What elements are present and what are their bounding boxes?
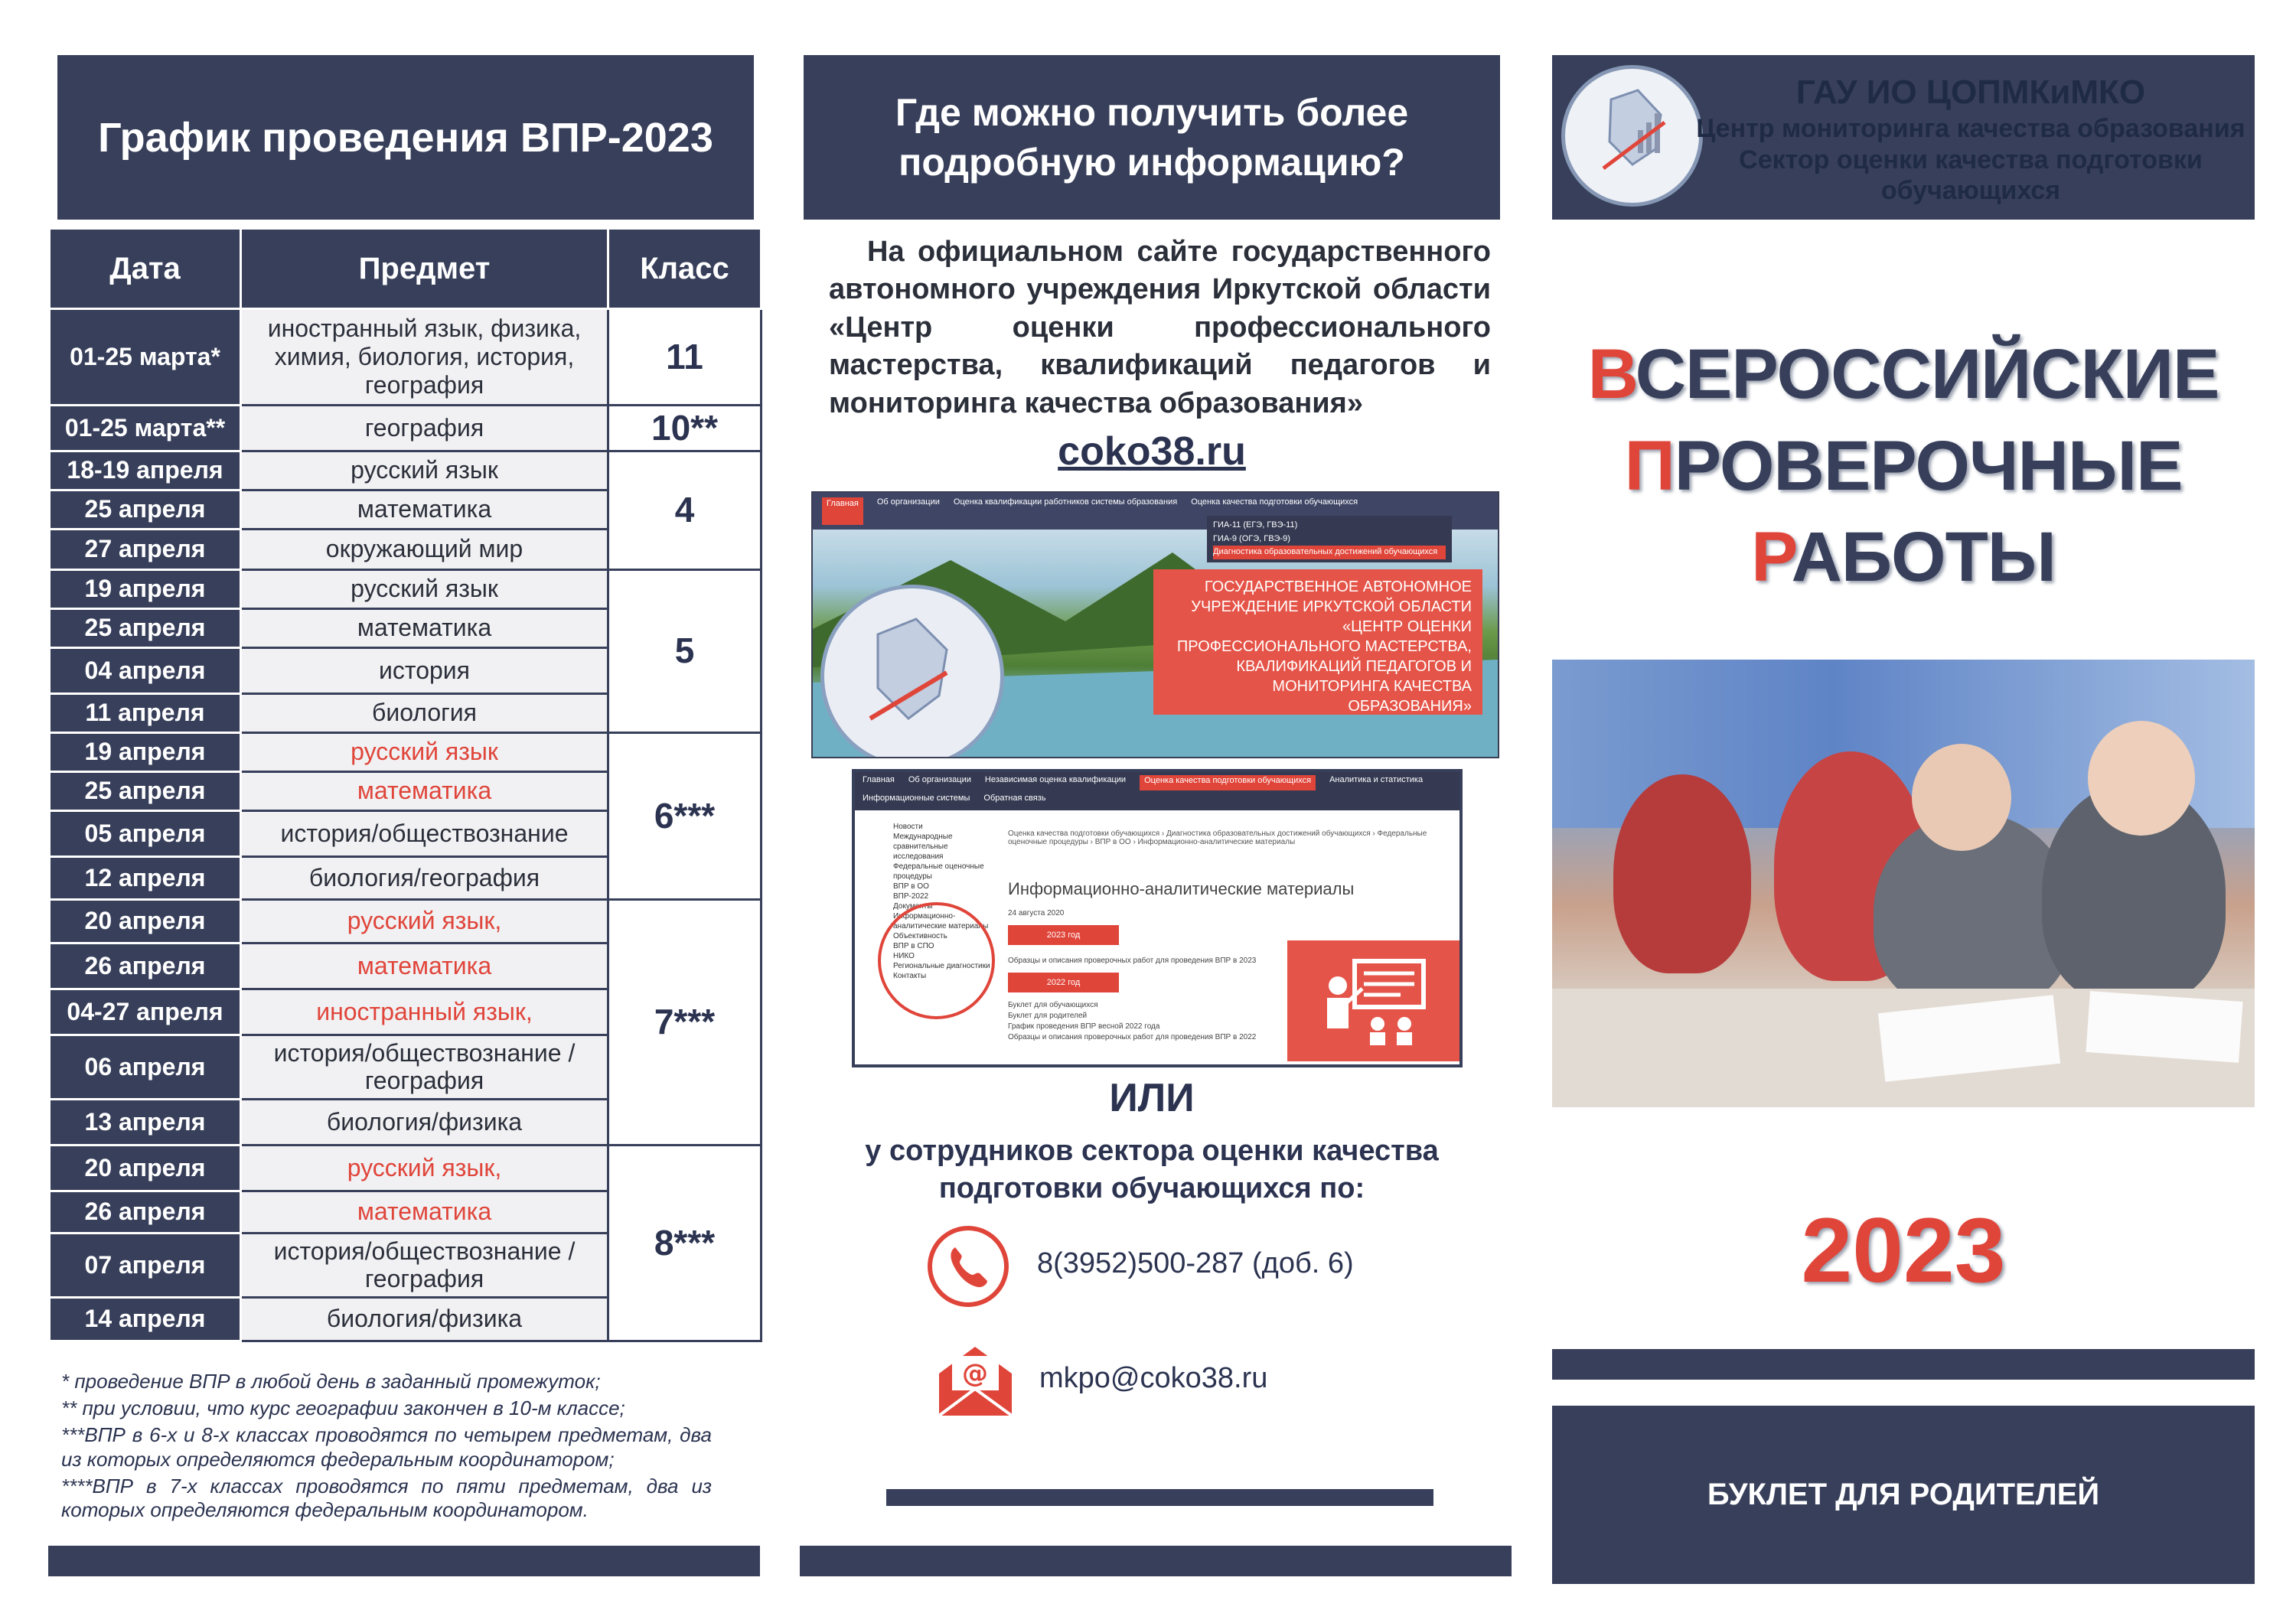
row-date: 04 апреля — [50, 647, 241, 693]
sidebar-item: Международные сравнительные исследования — [893, 833, 953, 861]
table-row — [50, 1145, 762, 1191]
site-link[interactable]: coko38.ru — [1058, 429, 1246, 474]
booklet-label: БУКЛЕТ ДЛЯ РОДИТЕЛЕЙ — [1707, 1478, 2100, 1511]
footnote: ** при условии, что курс географии закончен в 10-м классе; — [61, 1396, 625, 1420]
row-date: 11 апреля — [50, 693, 241, 732]
decorative-bar — [886, 1489, 1433, 1506]
screenshot-date: 24 августа 2020 — [1008, 909, 1065, 917]
row-subject: иностранный язык, физика, химия, биология, история, география — [241, 309, 608, 406]
sidebar-item: Контакты — [893, 972, 927, 980]
row-grade: 8*** — [608, 1145, 762, 1341]
svg-text:@: @ — [962, 1358, 988, 1389]
schedule-header — [57, 55, 754, 220]
org-line: обучающихся — [1880, 176, 2061, 206]
row-date: 04-27 апреля — [50, 989, 241, 1035]
title-line — [1552, 421, 2255, 513]
screenshot-lines — [1008, 1000, 1314, 1043]
title-cap: Р — [1751, 518, 1792, 597]
row-date: 25 апреля — [50, 490, 241, 529]
table-row — [50, 899, 762, 943]
row-date: 13 апреля — [50, 1099, 241, 1145]
row-date: 26 апреля — [50, 943, 241, 989]
row-date: 01-25 марта* — [50, 309, 241, 406]
title-cap: П — [1624, 426, 1675, 505]
screenshot-banner: ГОСУДАРСТВЕННОЕ АВТОНОМНОЕ УЧРЕЖДЕНИЕ ИРКУТСКОЙ ОБЛАСТИ «ЦЕНТР ОЦЕНКИ ПРОФЕССИОНАЛЬНОГО МАСТЕРСТВА, КВАЛИФИКАЦИЙ ПЕДАГОГОВ И МОНИТОРИНГА КАЧЕСТВА ОБРАЗОВАНИЯ» — [1153, 569, 1482, 715]
row-grade: 11 — [608, 309, 762, 406]
row-date: 07 апреля — [50, 1233, 241, 1297]
title-rest: РОВЕРОЧНЫЕ — [1674, 426, 2183, 505]
row-date: 26 апреля — [50, 1191, 241, 1233]
row-grade: 10** — [608, 406, 762, 451]
footnote: ***ВПР в 6-х и 8-х классах проводятся по четырем предметам, два из которых определяются федеральным координатором; — [61, 1423, 712, 1471]
screenshot-line: Буклет для родителей — [1008, 1012, 1088, 1020]
row-date: 14 апреля — [50, 1297, 241, 1341]
row-date: 18-19 апреля — [50, 451, 241, 490]
website-screenshot-materials — [852, 769, 1463, 1067]
sidebar-item: Федеральные оценочные процедуры — [893, 862, 984, 881]
table-header-row — [50, 229, 762, 309]
or-label: ИЛИ — [1109, 1076, 1195, 1120]
table-row — [50, 451, 762, 490]
contacts-intro: у сотрудников сектора оценки качества подготовки обучающихся по: — [865, 1135, 1439, 1205]
screenshot-line: Образцы и описания проверочных работ для проведения ВПР в 2022 — [1008, 1033, 1257, 1041]
phone-number[interactable]: 8(3952)500-287 (доб. 6) — [1037, 1247, 1354, 1279]
row-subject: русский язык, — [241, 899, 608, 943]
table-row — [50, 569, 762, 608]
row-subject: история/обществознание / география — [241, 1035, 608, 1099]
title-line — [1552, 512, 2255, 604]
org-logo-large — [820, 585, 1004, 758]
screenshot-pill-2022: 2022 год — [1008, 973, 1119, 992]
screenshot-menu — [855, 772, 1459, 810]
table-row — [50, 406, 762, 451]
website-screenshot-home — [811, 491, 1499, 758]
screenshot-line: Образцы и описания проверочных работ для проведения ВПР в 2023 — [1008, 957, 1257, 965]
title-rest: АБОТЫ — [1791, 518, 2056, 597]
row-subject: математика — [241, 490, 608, 529]
screenshot-heading: Информационно-аналитические материалы — [1008, 879, 1355, 898]
row-subject: история/обществознание — [241, 810, 608, 856]
screenshot-menu-item: Об организации — [908, 775, 971, 784]
row-subject: математика — [241, 1191, 608, 1233]
row-subject: биология — [241, 693, 608, 732]
title-cap: В — [1587, 335, 1636, 413]
row-subject: биология/физика — [241, 1099, 608, 1145]
sidebar-item: Новости — [893, 823, 923, 831]
screenshot-menu-item: Обратная связь — [983, 794, 1046, 803]
org-title: ГАУ ИО ЦОПМКиМКО — [1795, 73, 2146, 111]
row-subject: математика — [241, 608, 608, 647]
booklet-box — [1552, 1406, 2255, 1584]
phone-icon — [926, 1224, 1010, 1309]
row-grade: 4 — [608, 451, 762, 569]
schedule-table — [48, 227, 762, 1342]
sidebar-item: ВПР в СПО — [893, 942, 934, 950]
sidebar-item: НИКО — [893, 952, 915, 960]
highlight-circle — [878, 902, 995, 1019]
row-date: 25 апреля — [50, 608, 241, 647]
row-grade: 6*** — [608, 732, 762, 899]
teacher-board-icon — [1287, 940, 1459, 1061]
vpr-title — [1552, 329, 2255, 604]
logo-map-icon — [824, 588, 1000, 758]
dropdown-item: Диагностика образовательных достижений обучающихся — [1213, 546, 1446, 559]
row-date: 19 апреля — [50, 569, 241, 608]
email-address[interactable]: mkpo@coko38.ru — [1039, 1362, 1268, 1394]
screenshot-line: Буклет для обучающихся — [1008, 1001, 1098, 1009]
row-subject: русский язык — [241, 569, 608, 608]
row-date: 20 апреля — [50, 1145, 241, 1191]
row-date: 01-25 марта** — [50, 406, 241, 451]
row-subject: биология/физика — [241, 1297, 608, 1341]
dropdown-item: ГИА-9 (ОГЭ, ГВЭ-9) — [1213, 533, 1290, 543]
screenshot-menu-item: Об организации — [876, 497, 940, 507]
row-subject: география — [241, 406, 608, 451]
decorative-bar — [1552, 1349, 2255, 1380]
row-subject: иностранный язык, — [241, 989, 608, 1035]
row-subject: русский язык — [241, 732, 608, 771]
screenshot-menu-item: Оценка качества подготовки обучающихся — [1140, 775, 1316, 790]
paper-sheet — [2086, 991, 2242, 1063]
sidebar-item: Региональные диагностики — [893, 962, 990, 970]
row-date: 19 апреля — [50, 732, 241, 771]
column-header-grade: Класс — [608, 229, 762, 309]
footnotes — [61, 1370, 712, 1525]
row-date: 06 апреля — [50, 1035, 241, 1099]
decorative-bar — [48, 1546, 760, 1576]
org-lines — [1695, 113, 2246, 207]
table-row — [50, 309, 762, 406]
footnote: ****ВПР в 7-х классах проводятся по пяти предметам, два из которых определяются федеральным координатором. — [61, 1474, 712, 1521]
students-photo — [1552, 660, 2255, 1107]
org-logo — [1561, 65, 1703, 207]
row-date: 05 апреля — [50, 810, 241, 856]
sidebar-item: ВПР в ОО — [893, 882, 929, 891]
screenshot-menu-item: Аналитика и статистика — [1329, 775, 1424, 784]
screenshot-menu-item: Независимая оценка квалификации — [984, 775, 1127, 784]
row-date: 12 апреля — [50, 856, 241, 899]
screenshot-menu-item: Главная — [863, 775, 895, 784]
row-subject: окружающий мир — [241, 529, 608, 569]
info-intro: На официальном сайте государственного автономного учреждения Иркутской области «Центр оценки профессионального мастерства, квалификаций педагогов и мониторинга качества образования» — [829, 236, 1491, 419]
row-date: 25 апреля — [50, 771, 241, 810]
column-header-subject: Предмет — [241, 229, 608, 309]
student-face — [1912, 744, 2011, 851]
screenshot-menu-item: Оценка квалификации работников системы образования — [953, 497, 1178, 507]
info-title: Где можно получить более подробную информацию? — [895, 90, 1409, 184]
sidebar-item: ВПР-2022 — [893, 892, 929, 901]
row-grade: 5 — [608, 569, 762, 732]
row-date: 27 апреля — [50, 529, 241, 569]
info-header — [804, 55, 1500, 220]
mail-icon — [935, 1339, 1016, 1419]
sidebar-item: Объективность — [893, 932, 947, 940]
row-grade: 7*** — [608, 899, 762, 1145]
table-row — [50, 732, 762, 771]
year-label: 2023 — [1801, 1199, 2006, 1302]
schedule-title: График проведения ВПР-2023 — [98, 114, 713, 161]
dropdown-item: ГИА-11 (ЕГЭ, ГВЭ-11) — [1213, 520, 1298, 530]
row-subject: история — [241, 647, 608, 693]
screenshot-pill-2023: 2023 год — [1008, 925, 1119, 945]
org-line: Сектор оценки качества подготовки — [1739, 145, 2203, 174]
org-line: Центр мониторинга качества образования — [1696, 113, 2245, 143]
row-subject: биология/география — [241, 856, 608, 899]
student-figure — [1613, 774, 1751, 973]
title-rest: СЕРОССИЙСКИЕ — [1635, 335, 2219, 413]
row-subject: русский язык, — [241, 1145, 608, 1191]
screenshot-line: График проведения ВПР весной 2022 года — [1008, 1022, 1160, 1031]
sidebar-item: Документы — [893, 902, 933, 911]
screenshot-menu-item: Главная — [822, 497, 863, 525]
row-subject: математика — [241, 943, 608, 989]
org-info — [1695, 73, 2246, 207]
screenshot-menu-item: Оценка качества подготовки обучающихся — [1191, 497, 1358, 507]
row-subject: русский язык — [241, 451, 608, 490]
screenshot-breadcrumb: Оценка качества подготовки обучающихся › Диагностика образовательных достижений обучающихся › Федеральные оценочные процедуры › ВПР в ОО › Информационно-аналитические материалы — [1008, 829, 1427, 846]
student-face — [2088, 721, 2195, 836]
row-subject: математика — [241, 771, 608, 810]
decorative-bar — [800, 1546, 1512, 1576]
column-header-date: Дата — [50, 229, 241, 309]
row-date: 20 апреля — [50, 899, 241, 943]
screenshot-dropdown — [1207, 516, 1452, 562]
title-line — [1552, 329, 2255, 421]
row-subject: история/обществознание / география — [241, 1233, 608, 1297]
sidebar-item: Информационно-аналитические материалы — [893, 912, 989, 930]
screenshot-menu-item: Информационные системы — [863, 794, 970, 803]
footnote: * проведение ВПР в любой день в заданный промежуток; — [61, 1370, 601, 1393]
